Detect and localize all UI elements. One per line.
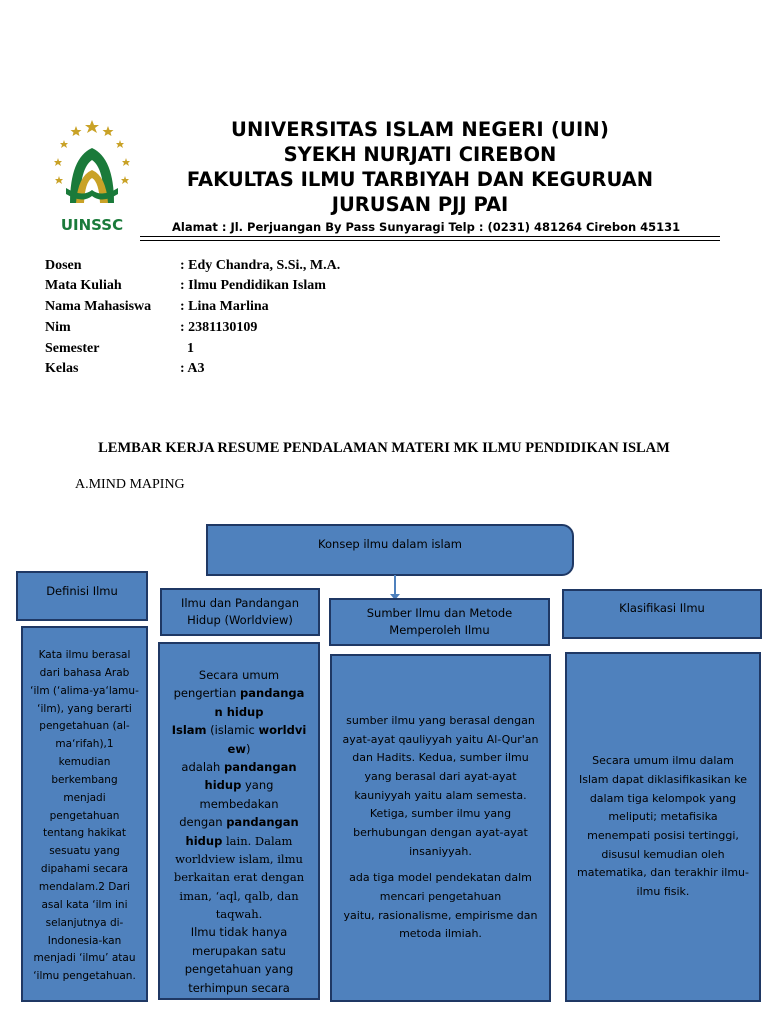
text-line: Ilmu tidak hanya bbox=[190, 925, 288, 940]
text-run: yang bbox=[241, 778, 274, 793]
text-run: pengertian bbox=[173, 686, 241, 701]
letterhead-rule-thick bbox=[140, 236, 720, 237]
text-line: berhubungan dengan ayat-ayat bbox=[353, 826, 528, 839]
definisi-ilmu-content bbox=[21, 626, 148, 1002]
identity-value: : Edy Chandra, S.Si., M.A. bbox=[180, 258, 341, 273]
document-title: LEMBAR KERJA RESUME PENDALAMAN MATERI MK ILMU PENDIDIKAN ISLAM bbox=[98, 440, 670, 456]
text-line: berkembang bbox=[51, 773, 118, 786]
text-line: ma‘rifah),1 bbox=[55, 738, 114, 751]
text-line: sumber ilmu yang berasal dengan bbox=[346, 713, 535, 727]
logo-wordmark: UINSSC bbox=[60, 216, 124, 234]
text-line: taqwah. bbox=[215, 907, 263, 922]
text-line: pengetahuan yang bbox=[184, 962, 294, 977]
text-run-bold: ew bbox=[227, 741, 246, 756]
text-line: Islam dapat diklasifikasikan ke bbox=[579, 772, 747, 786]
text-line: Indonesia-kan bbox=[47, 934, 122, 947]
text-line: terhimpun secara bbox=[188, 980, 290, 995]
mindmap-root-label: Konsep ilmu dalam islam bbox=[318, 537, 462, 551]
text-line: pengetahuan bbox=[49, 809, 120, 822]
text-line: asal kata ‘ilm ini bbox=[41, 898, 128, 911]
text-line: kauniyyah yaitu alam semesta. bbox=[354, 788, 527, 802]
sumber-ilmu-content bbox=[330, 654, 551, 1002]
text-line: merupakan satu bbox=[192, 943, 286, 958]
header-label: Klasifikasi Ilmu bbox=[619, 601, 705, 615]
header-label-line: Memperoleh Ilmu bbox=[389, 623, 490, 637]
text-line: menempati posisi tertinggi, bbox=[587, 829, 739, 842]
text-line: ‘ilm (‘alima-ya‘lamu- bbox=[30, 684, 139, 697]
klasifikasi-ilmu-content bbox=[565, 652, 761, 1002]
text-line bbox=[179, 813, 299, 831]
identity-value: : 2381130109 bbox=[180, 320, 258, 335]
identity-label: Semester bbox=[45, 341, 100, 356]
header-label-line: Sumber Ilmu dan Metode bbox=[366, 606, 513, 621]
letterhead-rule-thin bbox=[140, 240, 720, 241]
text-run: dengan bbox=[179, 815, 227, 830]
text-run-bold: pandangan bbox=[224, 759, 297, 774]
header-label-line: Hidup (Worldview) bbox=[187, 613, 293, 627]
text-run: lain. Dalam bbox=[222, 833, 293, 848]
text-line: dalam tiga kelompok yang bbox=[589, 791, 737, 805]
text-run-bold: pandanga bbox=[240, 686, 305, 701]
text-line: sesuatu yang bbox=[49, 845, 120, 858]
text-line: menjadi bbox=[63, 791, 106, 804]
identity-label: Nim bbox=[45, 320, 71, 335]
text-line: mendalam.2 Dari bbox=[38, 880, 131, 893]
header-label: Definisi Ilmu bbox=[46, 584, 118, 598]
text-line: yang berasal dari ayat-ayat bbox=[364, 769, 517, 783]
identity-value: : A3 bbox=[180, 361, 205, 376]
text-line: Ketiga, sumber ilmu yang bbox=[369, 807, 512, 821]
text-line: metoda ilmiah. bbox=[399, 927, 482, 941]
text-line: menjadi ‘ilmu’ atau bbox=[33, 952, 136, 965]
identity-value: : Lina Marlina bbox=[180, 299, 269, 314]
identity-label: Dosen bbox=[45, 258, 82, 273]
text-line bbox=[205, 776, 274, 794]
text-line: ada tiga model pendekatan dalm bbox=[349, 871, 532, 885]
identity-label: Nama Mahasiswa bbox=[45, 299, 152, 314]
letterhead-address: Alamat : Jl. Perjuangan By Pass Sunyaragi Telp : (0231) 481264 Cirebon 45131 bbox=[172, 220, 681, 234]
mindmap-root-box bbox=[206, 524, 574, 576]
text-line: pengetahuan (al- bbox=[39, 720, 130, 733]
header-sumber-ilmu bbox=[329, 598, 550, 646]
header-definisi-ilmu bbox=[16, 571, 148, 621]
text-line: ilmu fisik. bbox=[636, 885, 690, 899]
header-klasifikasi-ilmu bbox=[562, 589, 762, 639]
text-line: dari bahasa Arab bbox=[39, 666, 130, 679]
text-line bbox=[181, 758, 296, 776]
text-line: insaniyyah. bbox=[409, 844, 472, 858]
text-run: ) bbox=[245, 741, 251, 756]
text-line bbox=[215, 703, 264, 721]
text-line: meliputi; metafisika bbox=[608, 810, 718, 824]
text-line: ayat-ayat qauliyyah yaitu Al-Qur'an bbox=[342, 732, 539, 746]
text-run-bold: Islam bbox=[171, 723, 207, 738]
text-line: selanjutnya di- bbox=[45, 916, 124, 929]
header-pandangan-hidup bbox=[160, 588, 320, 636]
text-line bbox=[228, 740, 251, 758]
text-line: yaitu, rasionalisme, empirisme dan bbox=[343, 908, 538, 922]
text-line: iman, ‘aql, qalb, dan bbox=[179, 888, 299, 903]
text-run-bold: pandangan bbox=[226, 815, 299, 830]
identity-label: Mata Kuliah bbox=[45, 278, 122, 293]
text-line: berkaitan erat dengan bbox=[173, 870, 305, 885]
text-line: mencari pengetahuan bbox=[379, 890, 502, 904]
identity-value: 1 bbox=[180, 341, 194, 356]
text-run: (islamic bbox=[206, 723, 259, 738]
letterhead-department: JURUSAN PJJ PAI bbox=[331, 193, 509, 216]
letterhead-faculty: FAKULTAS ILMU TARBIYAH DAN KEGURUAN bbox=[186, 168, 654, 191]
text-line: kemudian bbox=[58, 756, 111, 769]
text-line bbox=[172, 721, 307, 739]
text-run-bold: n hidup bbox=[214, 704, 264, 719]
text-line: ‘ilm), yang berarti bbox=[37, 702, 132, 715]
text-line bbox=[174, 684, 305, 702]
pandangan-hidup-content bbox=[158, 642, 320, 1000]
letterhead-institution: SYEKH NURJATI CIREBON bbox=[283, 143, 557, 166]
text-line bbox=[186, 832, 293, 850]
text-line: worldview islam, ilmu bbox=[175, 851, 303, 866]
text-run-bold: hidup bbox=[185, 833, 223, 848]
text-line: disusul kemudian oleh bbox=[601, 847, 725, 861]
identity-value: : Ilmu Pendidikan Islam bbox=[180, 278, 326, 293]
text-line: Secara umum ilmu dalam bbox=[592, 754, 734, 768]
text-line: Secara umum bbox=[198, 668, 280, 682]
text-run-bold: worldvi bbox=[258, 723, 307, 738]
text-line: membedakan bbox=[199, 796, 279, 811]
text-line: ‘ilmu pengetahuan. bbox=[33, 970, 136, 983]
text-line: matematika, dan terakhir ilmu- bbox=[577, 866, 749, 880]
text-run-bold: hidup bbox=[204, 778, 242, 793]
header-label-line: Ilmu dan Pandangan bbox=[180, 596, 300, 611]
section-heading: A.MIND MAPING bbox=[75, 477, 185, 492]
text-line: dan Hadits. Kedua, sumber ilmu bbox=[352, 751, 529, 765]
letterhead-university: UNIVERSITAS ISLAM NEGERI (UIN) bbox=[230, 118, 610, 141]
identity-label: Kelas bbox=[45, 361, 79, 376]
text-line: tentang hakikat bbox=[43, 827, 126, 840]
text-run: adalah bbox=[181, 759, 225, 774]
text-line: Kata ilmu berasal bbox=[38, 649, 131, 661]
text-line: dipahami secara bbox=[40, 863, 129, 876]
